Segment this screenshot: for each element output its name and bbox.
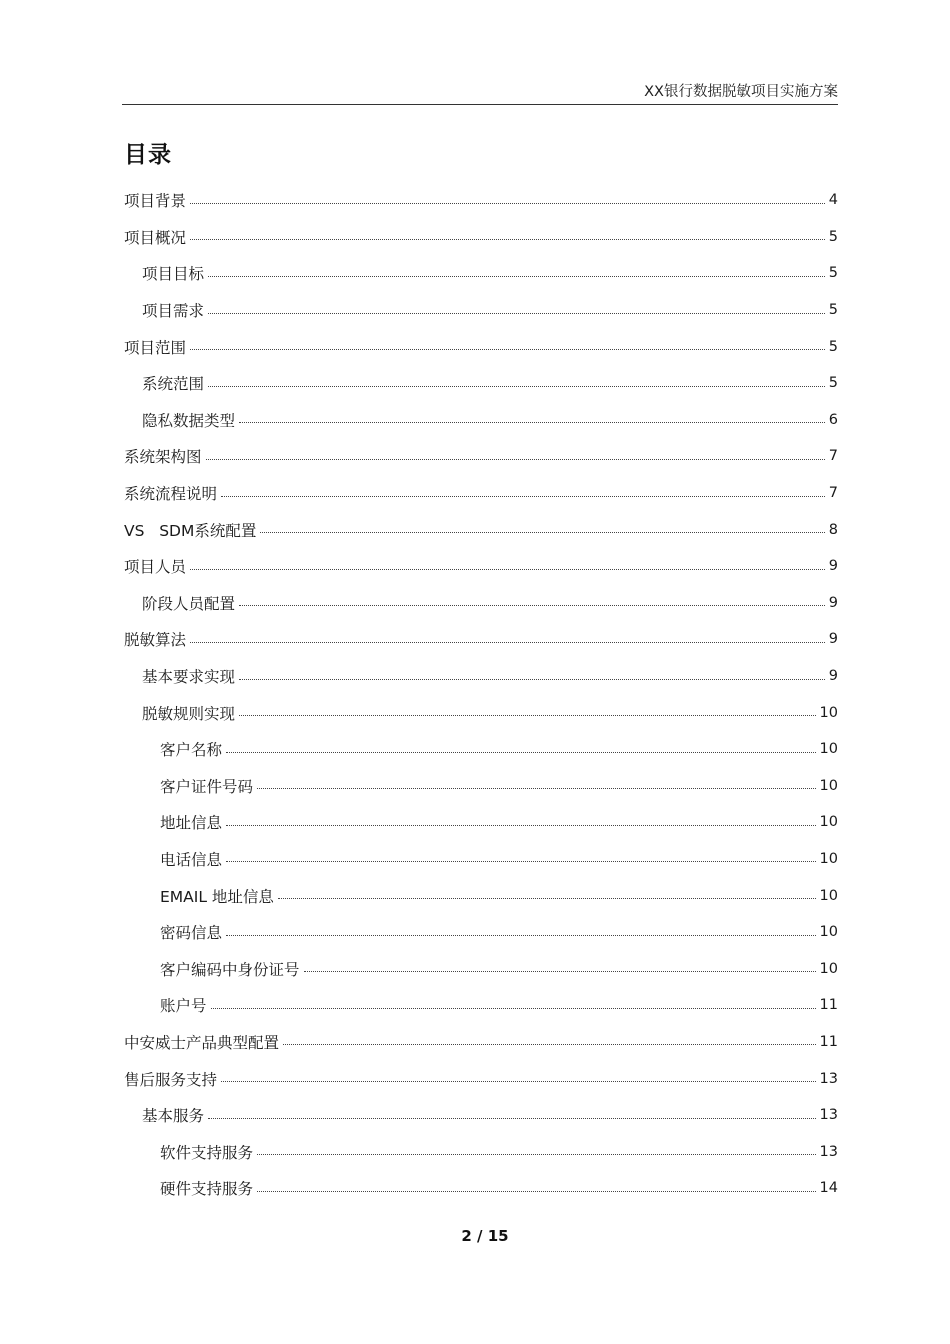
toc-entry-page-number: 13 bbox=[819, 1070, 838, 1087]
toc-dot-leader bbox=[283, 1044, 816, 1045]
toc-entry-title: 脱敏规则实现 bbox=[142, 704, 236, 723]
toc-entry[interactable] bbox=[124, 255, 838, 292]
toc-entry[interactable] bbox=[124, 182, 838, 219]
toc-entry-page-number: 9 bbox=[828, 558, 838, 575]
toc-entry[interactable] bbox=[124, 804, 838, 841]
toc-entry[interactable] bbox=[124, 548, 838, 585]
document-header-title: XX银行数据脱敏项目实施方案 bbox=[644, 84, 838, 100]
toc-dot-leader bbox=[208, 276, 825, 277]
toc-entry-page-number: 5 bbox=[828, 375, 838, 392]
toc-entry-page-number: 10 bbox=[819, 777, 838, 794]
toc-entry-title: 地址信息 bbox=[160, 814, 223, 833]
toc-entry-title: 软件支持服务 bbox=[160, 1143, 254, 1162]
toc-dot-leader bbox=[239, 715, 816, 716]
toc-entry-page-number: 5 bbox=[828, 302, 838, 319]
toc-entry-title: 隐私数据类型 bbox=[142, 411, 236, 430]
toc-entry-title: 系统流程说明 bbox=[124, 485, 218, 504]
toc-dot-leader bbox=[221, 496, 825, 497]
toc-heading: 目录 bbox=[124, 142, 172, 168]
toc-entry-page-number: 10 bbox=[819, 850, 838, 867]
table-of-contents bbox=[124, 182, 838, 1207]
toc-entry[interactable] bbox=[124, 292, 838, 329]
toc-entry[interactable] bbox=[124, 841, 838, 878]
toc-entry-page-number: 13 bbox=[819, 1143, 838, 1160]
toc-entry-page-number: 5 bbox=[828, 228, 838, 245]
toc-dot-leader bbox=[208, 313, 825, 314]
toc-dot-leader bbox=[190, 642, 825, 643]
toc-entry[interactable] bbox=[124, 219, 838, 256]
toc-dot-leader bbox=[226, 825, 816, 826]
toc-dot-leader bbox=[257, 1191, 816, 1192]
toc-dot-leader bbox=[211, 1008, 816, 1009]
toc-entry[interactable] bbox=[124, 987, 838, 1024]
toc-entry-title: 基本服务 bbox=[142, 1107, 205, 1126]
toc-dot-leader bbox=[260, 532, 824, 533]
toc-entry[interactable] bbox=[124, 585, 838, 622]
toc-entry[interactable] bbox=[124, 1170, 838, 1207]
toc-entry-title: 客户证件号码 bbox=[160, 777, 254, 796]
toc-dot-leader bbox=[208, 386, 825, 387]
toc-dot-leader bbox=[226, 935, 816, 936]
toc-dot-leader bbox=[239, 605, 825, 606]
toc-entry-page-number: 9 bbox=[828, 668, 838, 685]
toc-entry[interactable] bbox=[124, 1024, 838, 1061]
toc-entry-page-number: 9 bbox=[828, 631, 838, 648]
toc-dot-leader bbox=[190, 203, 825, 204]
toc-entry[interactable] bbox=[124, 402, 838, 439]
toc-entry-page-number: 11 bbox=[819, 1033, 838, 1050]
toc-entry-page-number: 7 bbox=[828, 485, 838, 502]
toc-entry[interactable] bbox=[124, 438, 838, 475]
toc-entry[interactable] bbox=[124, 475, 838, 512]
toc-dot-leader bbox=[208, 1118, 816, 1119]
header-divider bbox=[122, 104, 838, 105]
toc-entry[interactable] bbox=[124, 768, 838, 805]
toc-dot-leader bbox=[190, 349, 825, 350]
toc-entry[interactable] bbox=[124, 621, 838, 658]
toc-entry-title: 基本要求实现 bbox=[142, 668, 236, 687]
toc-entry-page-number: 4 bbox=[828, 192, 838, 209]
toc-dot-leader bbox=[226, 861, 816, 862]
toc-entry[interactable] bbox=[124, 1133, 838, 1170]
toc-dot-leader bbox=[226, 752, 816, 753]
toc-entry[interactable] bbox=[124, 658, 838, 695]
toc-entry[interactable] bbox=[124, 914, 838, 951]
toc-entry-page-number: 10 bbox=[819, 814, 838, 831]
toc-entry-title: 项目需求 bbox=[142, 302, 205, 321]
toc-entry-title: 电话信息 bbox=[160, 850, 223, 869]
toc-entry-title: 系统架构图 bbox=[124, 448, 202, 467]
toc-entry-title: 中安威士产品典型配置 bbox=[124, 1033, 280, 1052]
toc-entry[interactable] bbox=[124, 694, 838, 731]
toc-entry-title: 项目背景 bbox=[124, 192, 187, 211]
toc-dot-leader bbox=[190, 569, 825, 570]
toc-entry-title: 脱敏算法 bbox=[124, 631, 187, 650]
toc-entry-page-number: 5 bbox=[828, 338, 838, 355]
toc-entry[interactable] bbox=[124, 328, 838, 365]
toc-entry-title: 账户号 bbox=[160, 997, 207, 1016]
toc-dot-leader bbox=[239, 422, 825, 423]
toc-entry[interactable] bbox=[124, 1097, 838, 1134]
toc-entry-title: 项目人员 bbox=[124, 558, 187, 577]
toc-entry-page-number: 9 bbox=[828, 594, 838, 611]
toc-entry-title: EMAIL 地址信息 bbox=[160, 887, 274, 906]
toc-dot-leader bbox=[221, 1081, 816, 1082]
toc-entry-page-number: 5 bbox=[828, 265, 838, 282]
toc-entry-title: 密码信息 bbox=[160, 924, 223, 943]
toc-dot-leader bbox=[190, 239, 825, 240]
page-number-footer: 2 / 15 bbox=[461, 1227, 509, 1245]
toc-entry-page-number: 8 bbox=[828, 521, 838, 538]
toc-entry-title: 系统范围 bbox=[142, 375, 205, 394]
toc-dot-leader bbox=[304, 971, 816, 972]
toc-dot-leader bbox=[239, 679, 825, 680]
toc-dot-leader bbox=[257, 1154, 816, 1155]
toc-entry-title: 阶段人员配置 bbox=[142, 594, 236, 613]
toc-entry[interactable] bbox=[124, 365, 838, 402]
toc-entry-page-number: 11 bbox=[819, 997, 838, 1014]
toc-entry-title: 项目概况 bbox=[124, 228, 187, 247]
toc-entry-page-number: 10 bbox=[819, 887, 838, 904]
toc-entry-title: VS SDM系统配置 bbox=[124, 521, 257, 540]
toc-entry-page-number: 14 bbox=[819, 1180, 838, 1197]
toc-entry[interactable] bbox=[124, 1060, 838, 1097]
toc-entry-page-number: 7 bbox=[828, 448, 838, 465]
toc-entry-title: 客户名称 bbox=[160, 741, 223, 760]
toc-entry[interactable] bbox=[124, 877, 838, 914]
toc-entry[interactable] bbox=[124, 731, 838, 768]
toc-dot-leader bbox=[278, 898, 816, 899]
toc-entry-title: 项目范围 bbox=[124, 338, 187, 357]
toc-entry-page-number: 10 bbox=[819, 924, 838, 941]
toc-entry-title: 硬件支持服务 bbox=[160, 1180, 254, 1199]
toc-entry-page-number: 6 bbox=[828, 411, 838, 428]
toc-dot-leader bbox=[257, 788, 816, 789]
toc-entry-page-number: 13 bbox=[819, 1107, 838, 1124]
toc-entry-title: 客户编码中身份证号 bbox=[160, 960, 300, 979]
toc-entry-page-number: 10 bbox=[819, 704, 838, 721]
toc-entry-title: 项目目标 bbox=[142, 265, 205, 284]
toc-entry-page-number: 10 bbox=[819, 960, 838, 977]
toc-entry-page-number: 10 bbox=[819, 741, 838, 758]
toc-entry-title: 售后服务支持 bbox=[124, 1070, 218, 1089]
toc-dot-leader bbox=[206, 459, 825, 460]
toc-entry[interactable] bbox=[124, 511, 838, 548]
toc-entry[interactable] bbox=[124, 950, 838, 987]
